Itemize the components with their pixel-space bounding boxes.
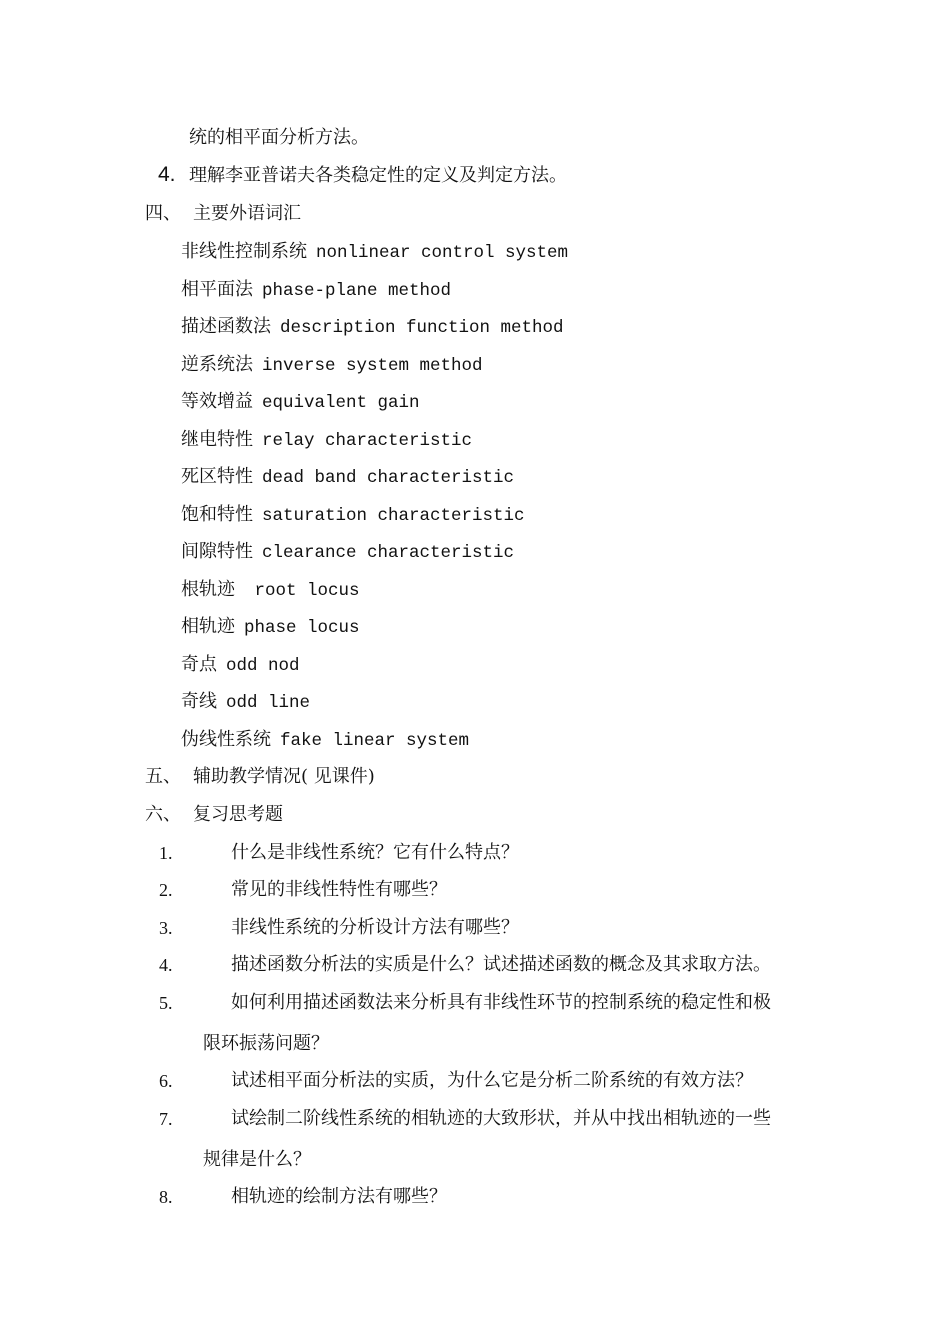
question-number: 5. [159,993,173,1013]
vocab-item [181,654,300,677]
question-number: 8. [159,1187,173,1207]
section-number: 五、 [145,766,181,787]
vocab-item [181,691,310,714]
vocab-english: fake linear system [280,731,470,751]
vocab-item [181,579,360,602]
question-text: 试绘制二阶线性系统的相轨迹的大致形状，并从中找出相轨迹的一些 [231,1108,771,1129]
vocab-item [181,316,564,339]
question-number: 7. [159,1109,173,1129]
vocab-chinese: 逆系统法 [181,354,253,375]
vocab-item [181,429,472,452]
vocab-item [181,241,568,264]
vocab-item [181,354,483,377]
vocab-chinese: 相平面法 [181,279,253,300]
section-number: 六、 [145,804,181,825]
question-number: 2. [159,880,173,900]
section-title: 复习思考题 [193,804,283,825]
vocab-item [181,279,451,302]
vocab-english: clearance characteristic [262,543,515,563]
vocab-english: description function method [280,318,564,338]
question-text: 非线性系统的分析设计方法有哪些？ [231,917,519,938]
vocab-chinese: 相轨迹 [181,616,235,637]
vocab-english: root locus [244,581,360,601]
objective-number: 4. [158,163,176,186]
vocab-chinese: 奇点 [181,654,217,675]
question-number: 3. [159,918,173,938]
vocab-english: saturation characteristic [262,506,525,526]
vocab-english: phase locus [244,618,360,638]
vocab-chinese: 奇线 [181,691,217,712]
vocab-english: relay characteristic [262,431,473,451]
vocab-english: phase-plane method [262,281,452,301]
section-title: 主要外语词汇 [193,203,301,224]
vocab-chinese: 非线性控制系统 [181,241,307,262]
vocab-english: equivalent gain [262,393,420,413]
vocab-item [181,466,514,489]
question-number: 4. [159,955,173,975]
vocab-item [181,729,469,752]
vocab-chinese: 死区特性 [181,466,253,487]
vocab-chinese: 间隙特性 [181,541,253,562]
question-text: 常见的非线性特性有哪些？ [231,879,447,900]
vocab-item [181,616,360,639]
section-title: 辅助教学情况( 见课件) [193,766,375,787]
question-text-continued: 规律是什么？ [203,1149,311,1170]
vocab-chinese: 根轨迹 [181,579,235,600]
question-number: 6. [159,1071,173,1091]
vocab-english: odd nod [226,656,300,676]
vocab-item [181,391,420,414]
section-number: 四、 [145,203,181,224]
vocab-chinese: 继电特性 [181,429,253,450]
question-number: 1. [159,843,173,863]
question-text: 相轨迹的绘制方法有哪些？ [231,1186,447,1207]
question-text: 什么是非线性系统？它有什么特点？ [231,842,519,863]
vocab-chinese: 等效增益 [181,391,253,412]
vocab-chinese: 饱和特性 [181,504,253,525]
question-text: 试述相平面分析法的实质，为什么它是分析二阶系统的有效方法？ [231,1070,753,1091]
vocab-english: dead band characteristic [262,468,515,488]
vocab-english: inverse system method [262,356,483,376]
vocab-item [181,541,514,564]
vocab-english: odd line [226,693,311,713]
question-text: 描述函数分析法的实质是什么？试述描述函数的概念及其求取方法。 [231,954,771,975]
continuation-line: 统的相平面分析方法。 [189,127,369,148]
question-text: 如何利用描述函数法来分析具有非线性环节的控制系统的稳定性和极 [231,992,771,1013]
objective-text: 理解李亚普诺夫各类稳定性的定义及判定方法。 [189,165,567,186]
question-text-continued: 限环振荡问题？ [203,1033,329,1054]
vocab-chinese: 描述函数法 [181,316,271,337]
vocab-chinese: 伪线性系统 [181,729,271,750]
vocab-item [181,504,525,527]
vocab-english: nonlinear control system [316,243,569,263]
